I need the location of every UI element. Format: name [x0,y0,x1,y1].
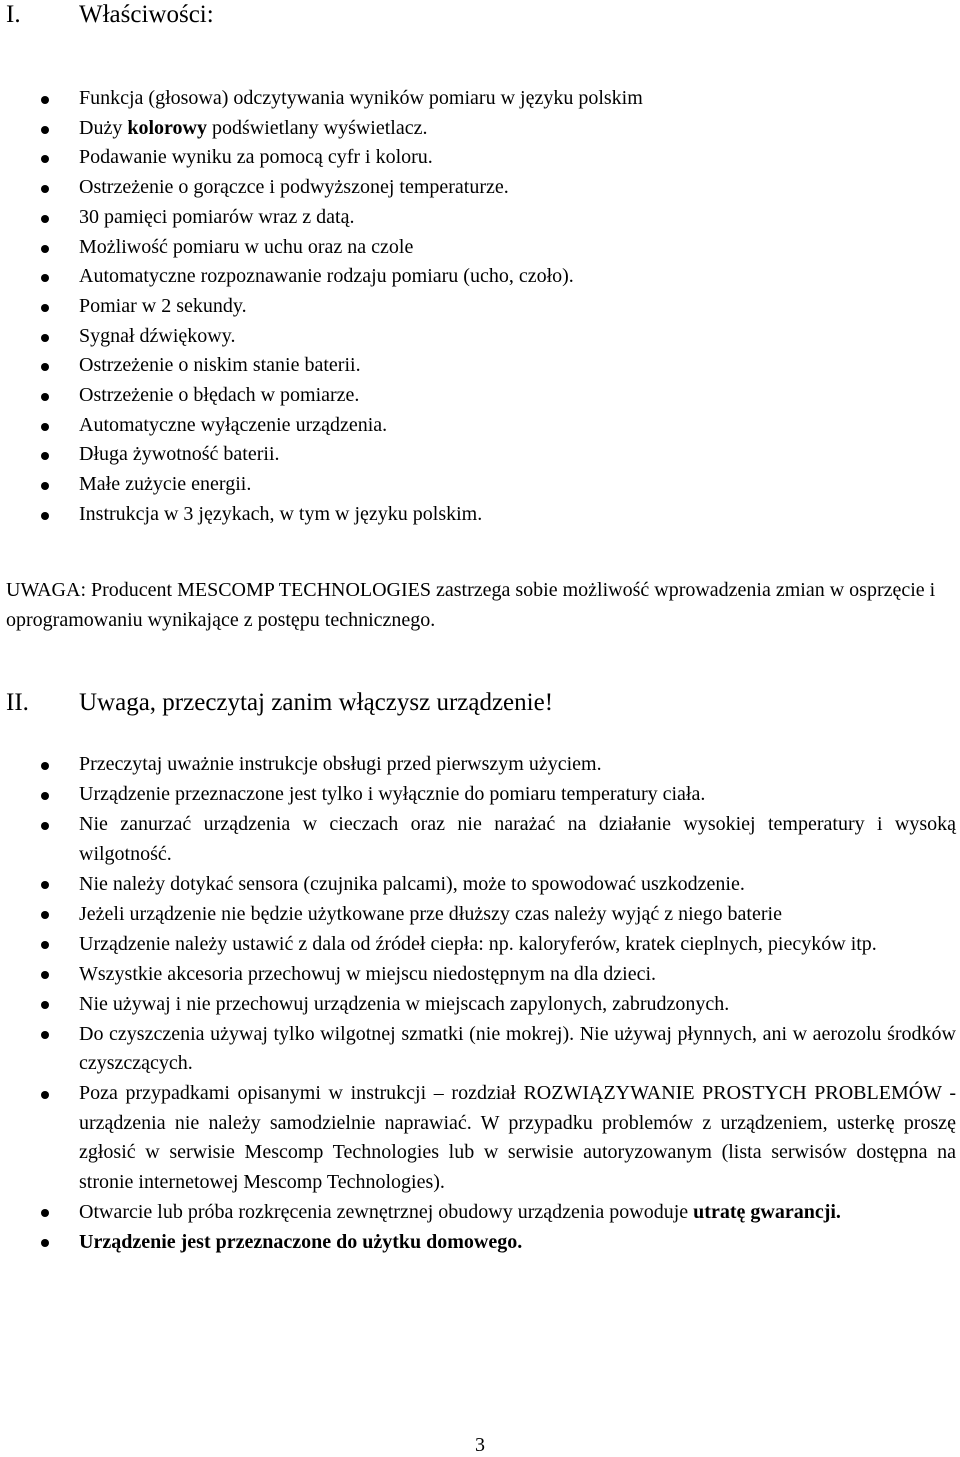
bullet-icon [41,1001,49,1009]
bullet-icon [41,822,49,830]
list-item: Pomiar w 2 sekundy. [0,292,643,322]
bullet-icon [41,185,49,193]
list-item: Jeżeli urządzenie nie będzie użytkowane prze dłuższy czas należy wyjąć z niego baterie [0,900,956,930]
manufacturer-note [6,575,956,635]
list-item: Ostrzeżenie o błędach w pomiarze. [0,381,643,411]
bullet-icon [41,304,49,312]
list-item: Wszystkie akcesoria przechowuj w miejscu niedostępnym na dla dzieci. [0,960,956,990]
list-item: Urządzenie należy ustawić z dala od źródeł ciepła: np. kaloryferów, kratek cieplnych, piecyków itp. [0,930,956,960]
list-item: Urządzenie przeznaczone jest tylko i wyłącznie do pomiaru temperatury ciała. [0,780,956,810]
warranty-emphasis: utratę gwarancji. [693,1200,841,1223]
bullet-icon [41,96,49,104]
list-item: Nie zanurzać urządzenia w cieczach oraz nie narażać na działanie wysokiej temperatury i wysoką wilgotność. [0,810,956,869]
section-1-title: Właściwości: [79,1,214,28]
warnings-list [0,750,956,1258]
bullet-icon [41,512,49,520]
list-item: Nie należy dotykać sensora (czujnika palcami), może to spowodować uszkodzenie. [0,870,956,900]
bullet-icon [41,245,49,253]
list-item: Ostrzeżenie o niskim stanie baterii. [0,351,643,381]
bullet-icon [41,215,49,223]
bullet-icon [41,155,49,163]
section-2-number: II. [6,689,29,716]
note-text: : Producent MESCOMP TECHNOLOGIES zastrzega sobie możliwość wprowadzenia zmian w osprzęcie i oprogramowaniu wynikające z postępu technicznego. [6,579,936,631]
bullet-icon [41,1031,49,1039]
section-1-heading [6,0,214,30]
bullet-icon [41,941,49,949]
list-item: Do czyszczenia używaj tylko wilgotnej szmatki (nie mokrej). Nie używaj płynnych, ani w aerozolu środków czyszczących. [0,1020,956,1079]
bullet-icon [41,1239,49,1247]
list-item: Długa żywotność baterii. [0,440,643,470]
section-1-number: I. [6,1,21,28]
list-item: Duży kolorowy podświetlany wyświetlacz. [0,114,643,144]
emphasis-text: kolorowy [127,116,207,139]
list-item: Ostrzeżenie o gorączce i podwyższonej temperaturze. [0,173,643,203]
bullet-icon [41,971,49,979]
list-item: Automatyczne wyłączenie urządzenia. [0,411,643,441]
bullet-icon [41,363,49,371]
bullet-icon [41,1091,49,1099]
list-item: Instrukcja w 3 językach, w tym w języku polskim. [0,500,643,530]
section-2-title: Uwaga, przeczytaj zanim włączysz urządzenie! [79,689,554,716]
bullet-icon [41,482,49,490]
list-item: Urządzenie jest przeznaczone do użytku domowego. [0,1228,956,1258]
bullet-icon [41,792,49,800]
bullet-icon [41,911,49,919]
bullet-icon [41,1209,49,1217]
list-item: Przeczytaj uważnie instrukcje obsługi przed pierwszym użyciem. [0,750,956,780]
list-item: Poza przypadkami opisanymi w instrukcji – rozdział ROZWIĄZYWANIE PROSTYCH PROBLEMÓW - urządzenia nie należy samodzielnie naprawiać. W przypadku problemów z urządzeniem, usterkę proszę zgłosić w serwisie Mescomp Technologies lub w serwisie autoryzowanym (lista serwisów dostępna na stronie internetowej Mescomp Technologies). [0,1079,956,1197]
list-item: Otwarcie lub próba rozkręcenia zewnętrznej obudowy urządzenia powoduje utratę gwarancji. [0,1198,956,1228]
bullet-icon [41,881,49,889]
list-item: Automatyczne rozpoznawanie rodzaju pomiaru (ucho, czoło). [0,262,643,292]
list-item: Możliwość pomiaru w uchu oraz na czole [0,233,643,263]
list-item: Małe zużycie energii. [0,470,643,500]
bullet-icon [41,126,49,134]
note-label: UWAGA [6,579,81,601]
list-item: Podawanie wyniku za pomocą cyfr i koloru. [0,143,643,173]
bullet-icon [41,274,49,282]
list-item: Nie używaj i nie przechowuj urządzenia w miejscach zapylonych, zabrudzonych. [0,990,956,1020]
list-item: 30 pamięci pomiarów wraz z datą. [0,203,643,233]
bullet-icon [41,423,49,431]
list-item: Sygnał dźwiękowy. [0,322,643,352]
bullet-icon [41,393,49,401]
bullet-icon [41,452,49,460]
section-2-heading [6,688,553,718]
list-item: Funkcja (głosowa) odczytywania wyników pomiaru w języku polskim [0,84,643,114]
page-number: 3 [475,1434,485,1456]
features-list [0,84,643,530]
bullet-icon [41,334,49,342]
bullet-icon [41,762,49,770]
